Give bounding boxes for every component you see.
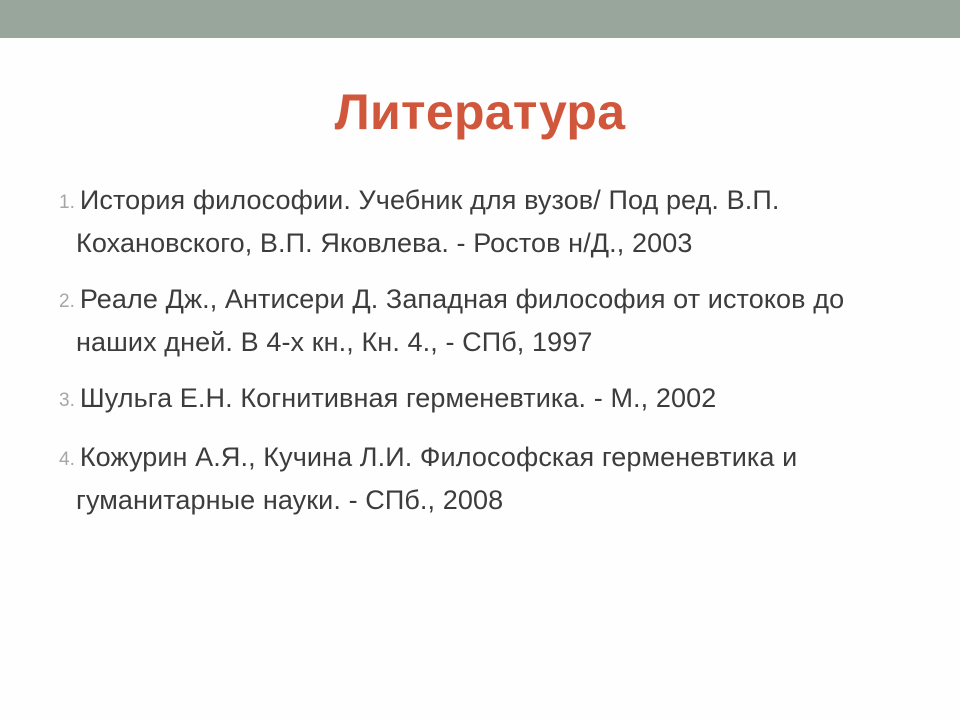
reference-text: Реале Дж., Антисери Д. Западная философия от истоков до наших дней. В 4-х кн., Кн. 4., - СПб, 1997 xyxy=(76,284,845,357)
reference-text: Шульга Е.Н. Когнитивная герменевтика. - М., 2002 xyxy=(79,383,717,413)
top-accent-bar xyxy=(0,0,960,38)
reference-number: 1. xyxy=(59,192,75,213)
reference-text: История философии. Учебник для вузов/ Под ред. В.П. Кохановского, В.П. Яковлева. - Ростов н/Д., 2003 xyxy=(76,185,780,258)
reference-item xyxy=(56,437,906,520)
reference-number: 4. xyxy=(59,449,75,470)
slide-title: Литература xyxy=(334,84,626,140)
reference-item xyxy=(56,279,906,362)
reference-list xyxy=(56,180,906,536)
reference-item xyxy=(56,180,906,263)
reference-item xyxy=(56,378,906,421)
reference-text: Кожурин А.Я., Кучина Л.И. Философская герменевтика и гуманитарные науки. - СПб., 2008 xyxy=(76,442,798,515)
reference-number: 3. xyxy=(59,390,75,411)
reference-number: 2. xyxy=(59,291,75,312)
